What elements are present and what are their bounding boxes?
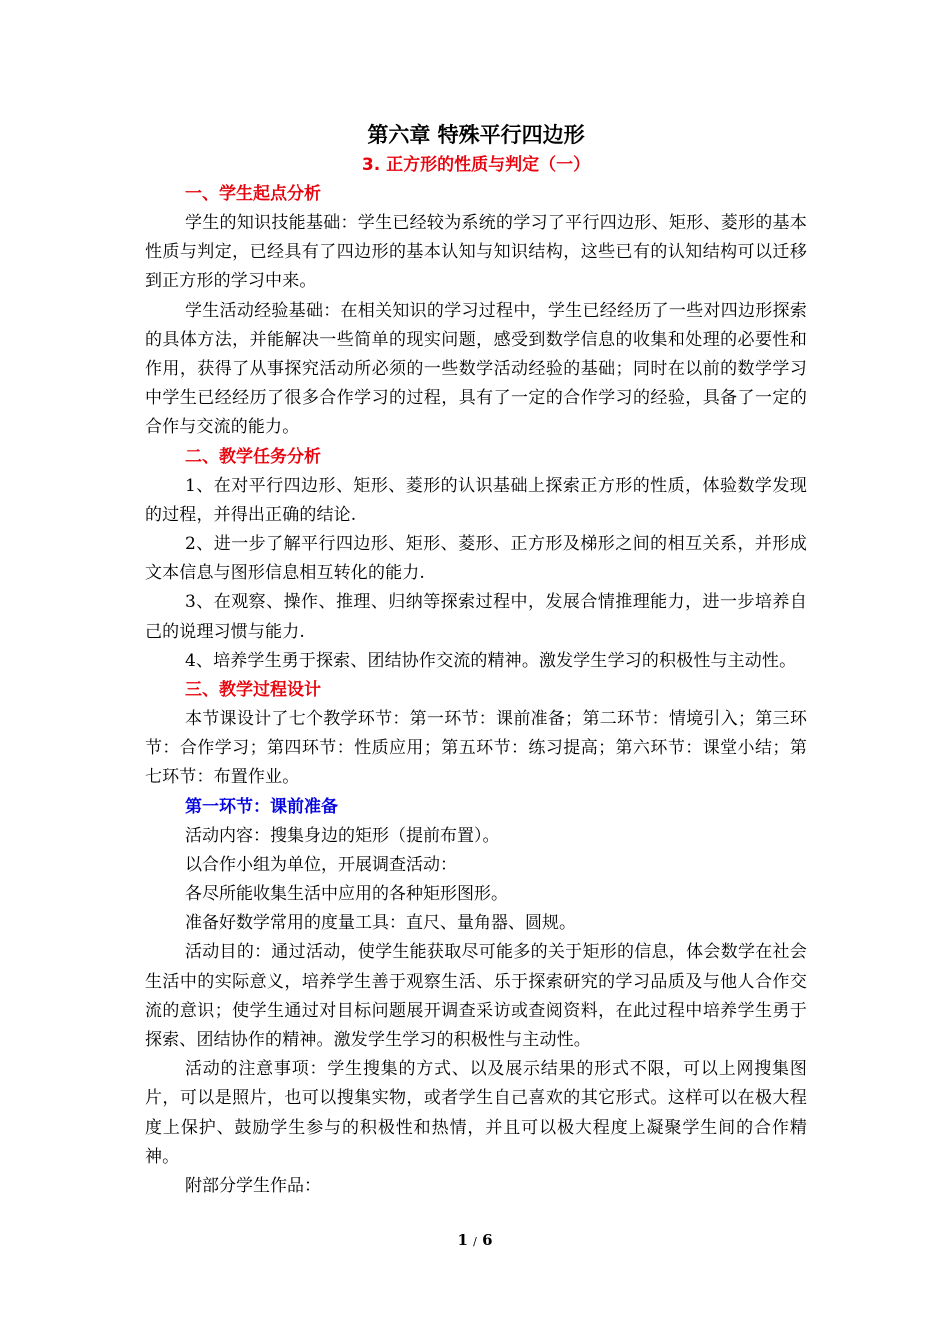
page-separator: /: [473, 1235, 477, 1248]
paragraph: 学生活动经验基础：在相关知识的学习过程中，学生已经经历了一些对四边形探索的具体方法，并能解决一些简单的现实问题，感受到数学信息的收集和处理的必要性和作用，获得了从事探究活动所必须的一些数学活动经验的基础；同时在以前的数学学习中学生已经经历了很多合作学习的过程，具有了一定的合作学习的经验，具备了一定的合作与交流的能力。: [145, 300, 807, 438]
text-line: 各尽所能收集生活中应用的各种矩形图形。: [185, 884, 508, 905]
paragraph: 2、进一步了解平行四边形、矩形、菱形、正方形及梯形之间的相互关系，并形成文本信息与图形信息相互转化的能力.: [145, 534, 807, 584]
text-line: 准备好数学常用的度量工具：直尺、量角器、圆规。: [185, 913, 576, 934]
heading-student-analysis: 一、学生起点分析: [185, 184, 321, 204]
text-line: 以合作小组为单位，开展调查活动：: [185, 854, 457, 875]
page-content: [145, 120, 807, 1201]
section-subtitle: 3. 正方形的性质与判定（一）: [361, 155, 591, 175]
page-number: [0, 1231, 950, 1249]
paragraph: 1、在对平行四边形、矩形、菱形的认识基础上探索正方形的性质，体验数学发现的过程，并得出正确的结论.: [145, 475, 807, 525]
chapter-title: 第六章 特殊平行四边形: [367, 123, 585, 147]
text-line: 附部分学生作品：: [185, 1176, 321, 1197]
paragraph: 活动目的：通过活动，使学生能获取尽可能多的关于矩形的信息，体会数学在社会生活中的实际意义，培养学生善于观察生活、乐于探索研究的学习品质及与他人合作交流的意识；使学生通过对目标问题展开调查采访或查阅资料，在此过程中培养学生勇于探索、团结协作的精神。激发学生学习的积极性与主动性。: [145, 942, 807, 1051]
paragraph: 本节课设计了七个教学环节：第一环节：课前准备；第二环节：情境引入；第三环节：合作学习；第四环节：性质应用；第五环节：练习提高；第六环节：课堂小结；第七环节：布置作业。: [145, 709, 807, 788]
paragraph: 学生的知识技能基础：学生已经较为系统的学习了平行四边形、矩形、菱形的基本性质与判定，已经具有了四边形的基本认知与知识结构，这些已有的认知结构可以迁移到正方形的学习中来。: [145, 213, 807, 292]
heading-task-analysis: 二、教学任务分析: [185, 446, 321, 467]
paragraph: 活动的注意事项：学生搜集的方式、以及展示结果的形式不限，可以上网搜集图片，可以是照片，也可以搜集实物，或者学生自己喜欢的其它形式。这样可以在极大程度上保护、鼓励学生参与的积极性和热情，并且可以极大程度上凝聚学生间的合作精神。: [145, 1059, 807, 1167]
heading-process-design: 三、教学过程设计: [185, 680, 321, 701]
page-total: 6: [482, 1231, 493, 1249]
paragraph: 3、在观察、操作、推理、归纳等探索过程中，发展合情推理能力，进一步培养自己的说理习惯与能力.: [145, 592, 807, 642]
subheading-step-one: 第一环节：课前准备: [185, 796, 338, 817]
paragraph: 4、培养学生勇于探索、团结协作交流的精神。激发学生学习的积极性与主动性。: [185, 650, 797, 671]
page-current: 1: [457, 1231, 468, 1249]
text-line: 活动内容：搜集身边的矩形（提前布置）。: [185, 825, 500, 846]
